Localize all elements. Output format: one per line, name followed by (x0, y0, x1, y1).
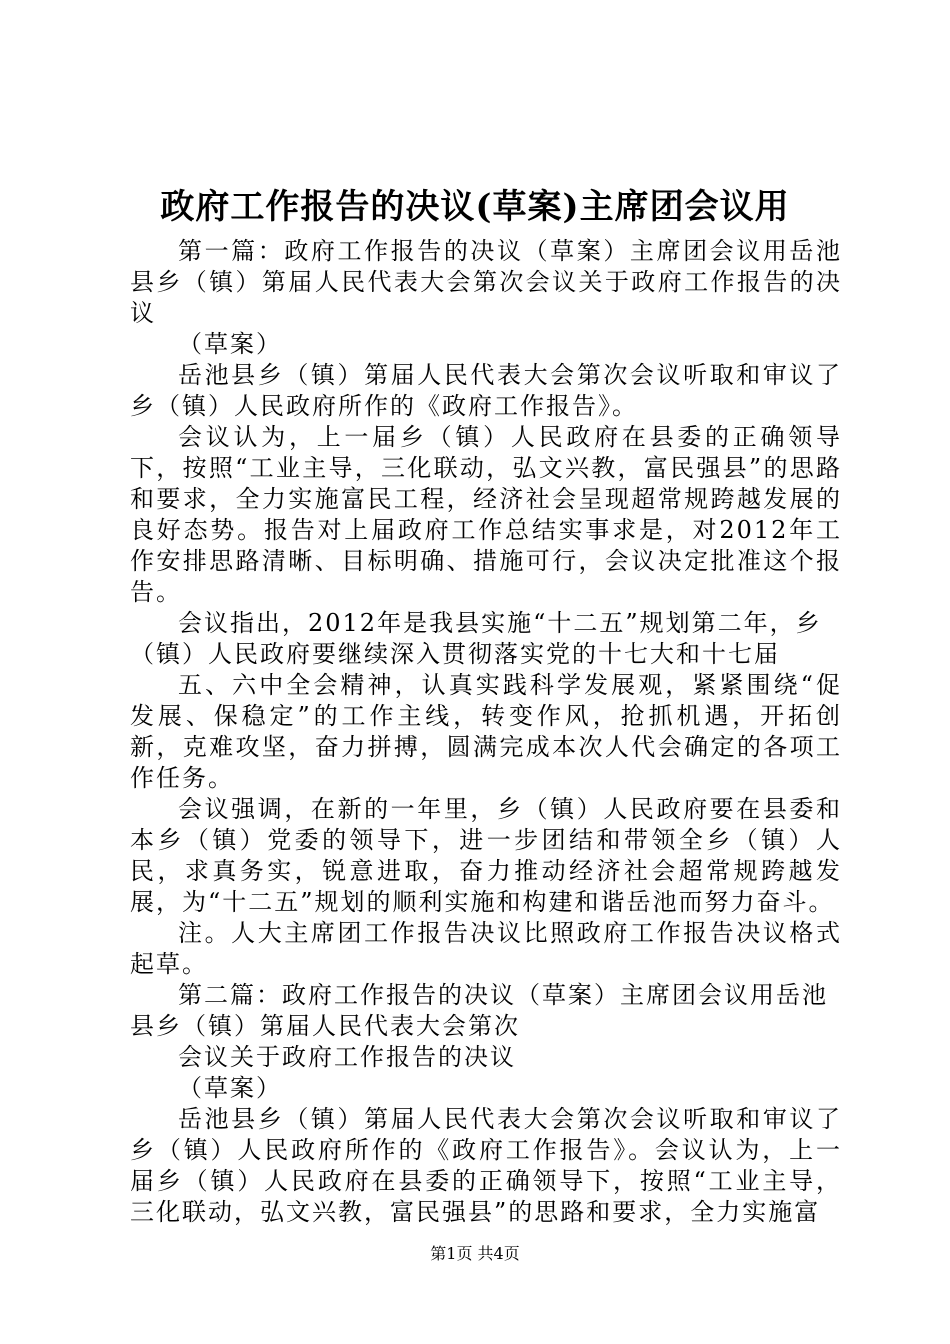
paragraph-7: 会议强调，在新的一年里，乡（镇）人民政府要在县委和本乡（镇）党委的领导下，进一步团结和带领全乡（镇）人民，求真务实，锐意进取，奋力推动经济社会超常规跨越发展，为“十二五”规划的顺利实施和构建和谐岳池而努力奋斗。 (130, 795, 842, 916)
paragraph-1: 第一篇：政府工作报告的决议（草案）主席团会议用岳池县乡（镇）第届人民代表大会第次会议关于政府工作报告的决议 (130, 237, 842, 327)
paragraph-6: 五、六中全会精神，认真实践科学发展观，紧紧围绕“促发展、保稳定”的工作主线，转变作风，抢抓机遇，开拓创新，克难攻坚，奋力拼搏，圆满完成本次人代会确定的各项工作任务。 (130, 671, 842, 792)
paragraph-9: 第二篇：政府工作报告的决议（草案）主席团会议用岳池县乡（镇）第届人民代表大会第次 (130, 981, 828, 1040)
paragraph-4: 会议认为，上一届乡（镇）人民政府在县委的正确领导下，按照“工业主导，三化联动，弘文兴教，富民强县”的思路和要求，全力实施富民工程，经济社会呈现超常规跨越发展的良好态势。报告对上届政府工作总结实事求是，对2012年工作安排思路清晰、目标明确、措施可行，会议决定批准这个报告。 (130, 423, 842, 606)
paragraph-11: （草案） (178, 1074, 282, 1102)
document-body (130, 236, 842, 1228)
paragraph-2: （草案） (178, 330, 282, 358)
document-title: 政府工作报告的决议(草案)主席团会议用 (160, 187, 790, 227)
paragraph-12: 岳池县乡（镇）第届人民代表大会第次会议听取和审议了乡（镇）人民政府所作的《政府工作报告》。会议认为，上一届乡（镇）人民政府在县委的正确领导下，按照“工业主导，三化联动，弘文兴教，富民强县”的思路和要求，全力实施富 (130, 1105, 842, 1226)
page-footer: 第1页 共4页 (430, 1244, 520, 1263)
paragraph-5: 会议指出，2012年是我县实施“十二五”规划第二年，乡（镇）人民政府要继续深入贯彻落实党的十七大和十七届 (130, 609, 822, 668)
paragraph-3: 岳池县乡（镇）第届人民代表大会第次会议听取和审议了乡（镇）人民政府所作的《政府工作报告》。 (130, 361, 842, 420)
paragraph-8: 注。人大主席团工作报告决议比照政府工作报告决议格式起草。 (130, 919, 842, 978)
paragraph-10: 会议关于政府工作报告的决议 (178, 1043, 516, 1071)
